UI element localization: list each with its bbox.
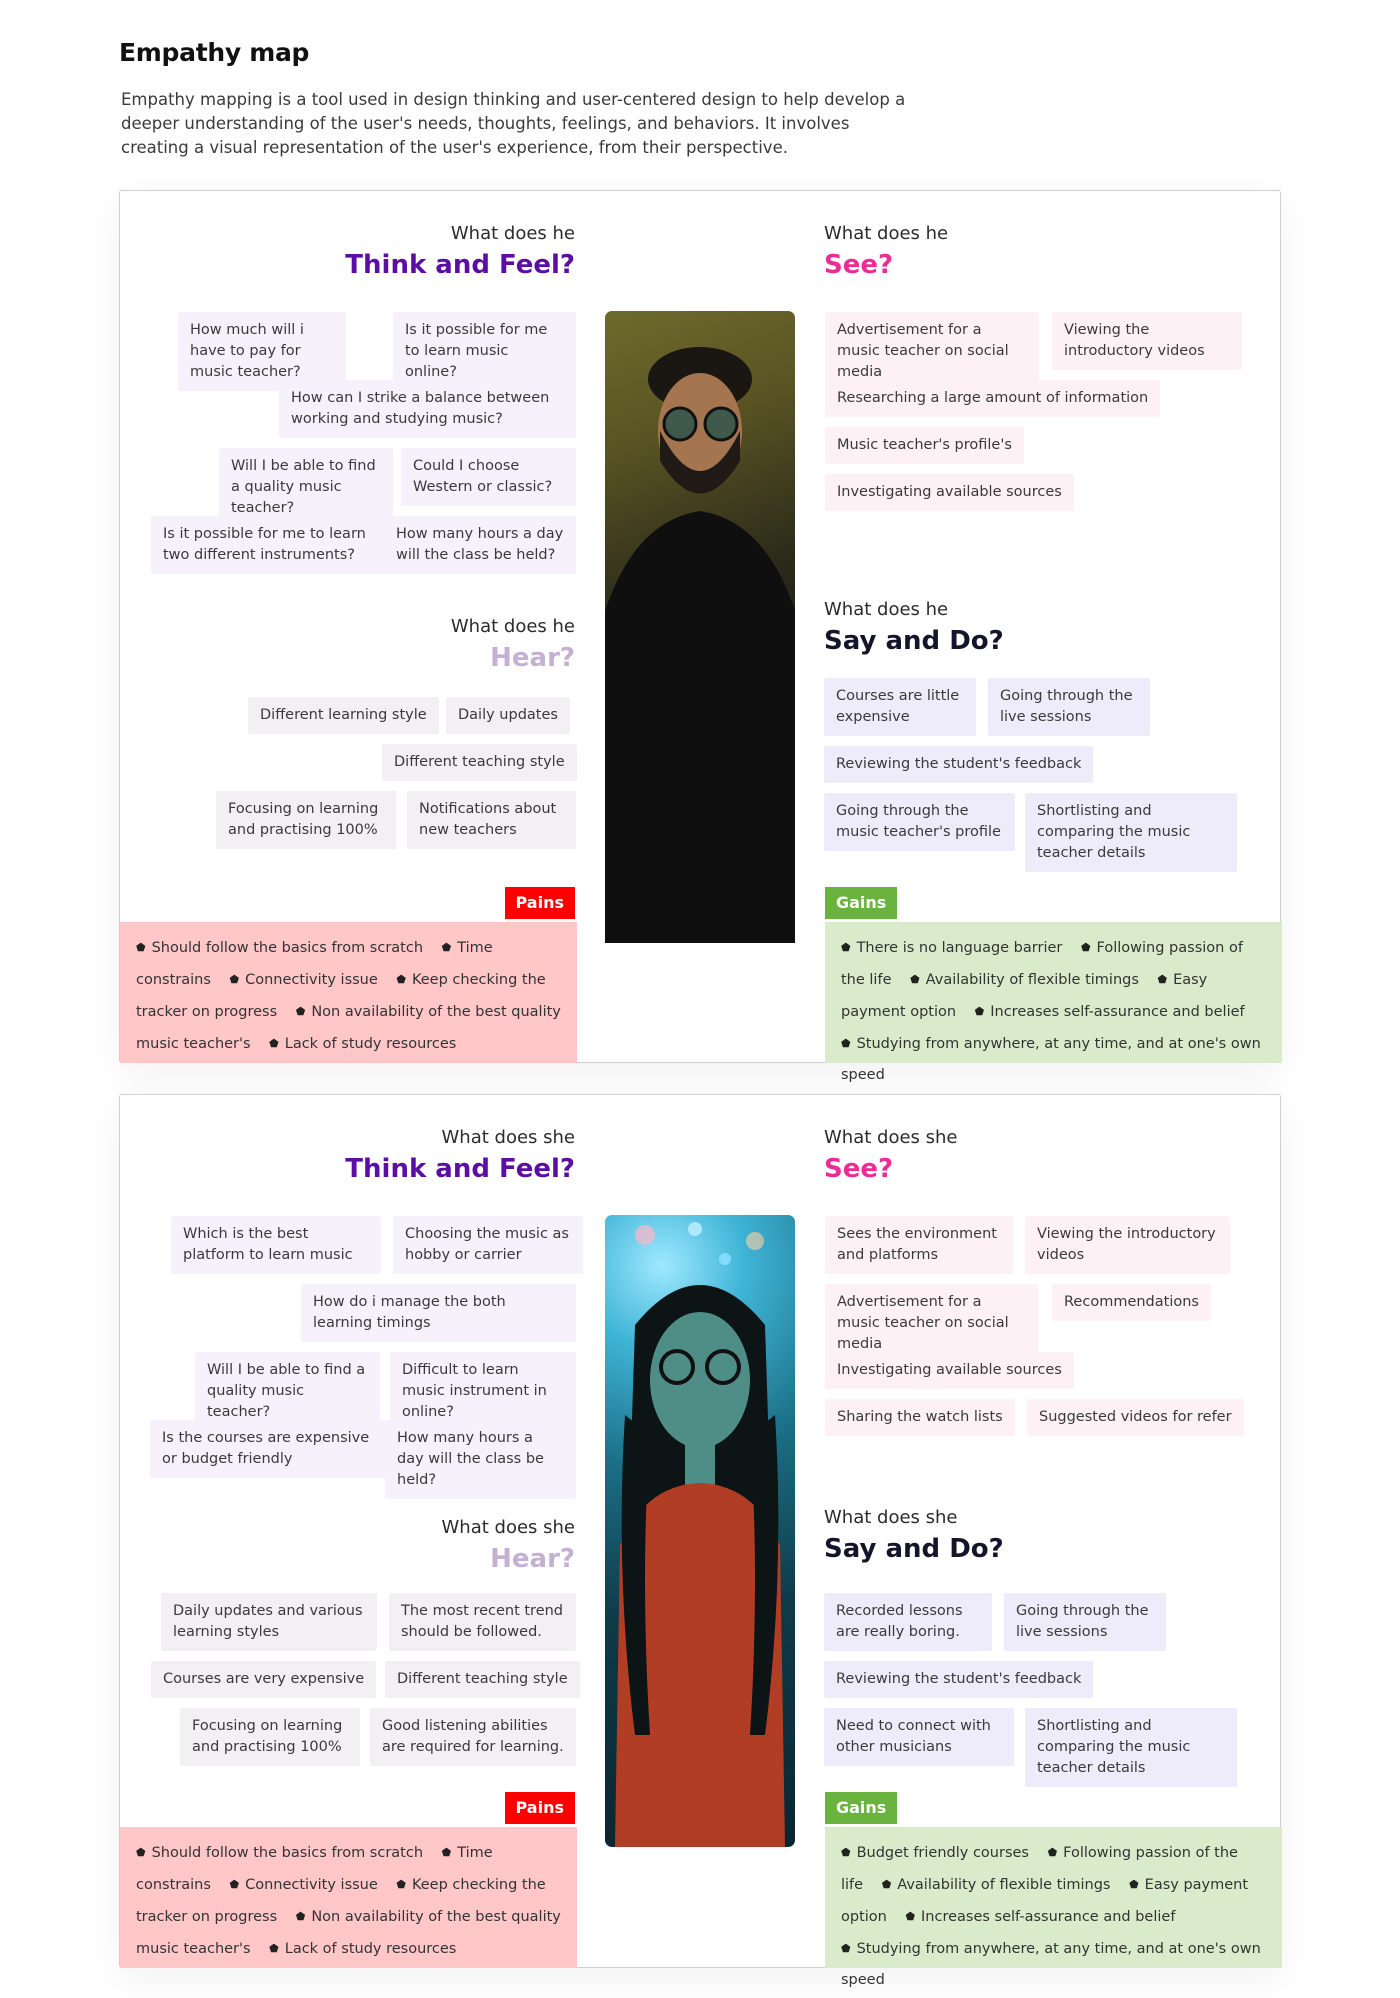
say-item: Going through the music teacher's profile [824,793,1015,851]
gains-item: ⬟ Budget friendly courses [841,1845,1029,1861]
hear-item: Different teaching style [382,744,577,781]
see-title: See? [824,250,894,280]
think-item: How can I strike a balance between working and studying music? [279,380,576,438]
page-description: Empathy mapping is a tool used in design thinking and user-centered design to help develop a deeper understanding of the user's needs, thoughts, feelings, and behaviors. It involves creating a visual representation of the user's experience, from their perspective. [121,90,906,157]
see-item: Investigating available sources [825,1352,1074,1389]
hear-item: Notifications about new teachers [407,791,576,849]
gains-panel [825,922,1282,1083]
think-item: How much will i have to pay for music teacher? [178,312,346,391]
gains-item: ⬟ Following passion of the life [841,940,1243,988]
pains-item: ⬟ Non availability of the best quality music teacher's [136,1004,561,1052]
see-item: Researching a large amount of information [825,380,1160,417]
hear-item: Courses are very expensive [151,1661,376,1698]
hear-item: Daily updates and various learning styles [161,1593,377,1651]
think-item: Is it possible for me to learn two different instruments? [151,516,387,574]
pains-item: ⬟ Keep checking the tracker on progress [136,1877,546,1925]
pains-panel [120,922,577,1063]
think-title: Think and Feel? [345,1154,575,1184]
think-prefix: What does she [441,1127,575,1148]
say-prefix: What does she [824,1507,958,1528]
see-item: Viewing the introductory videos [1025,1216,1230,1274]
pains-item: ⬟ Non availability of the best quality music teacher's [136,1909,561,1957]
see-item: Suggested videos for refer [1027,1399,1244,1436]
say-item: Going through the live sessions [988,678,1150,736]
think-item: Will I be able to find a quality music teacher? [219,448,393,527]
say-do-heading [824,599,1004,658]
think-item: Difficult to learn music instrument in online? [390,1352,576,1431]
see-item: Advertisement for a music teacher on social media [825,1284,1038,1363]
think-item: Is the courses are expensive or budget friendly [150,1420,390,1478]
pains-badge: Pains [505,887,576,919]
empathy-map-card-he [119,190,1281,1083]
hear-item: Different teaching style [385,1661,580,1698]
hear-item: Different learning style [248,697,439,734]
see-item: Recommendations [1052,1284,1211,1321]
see-item: Sees the environment and platforms [825,1216,1013,1274]
woman-portrait-photo [605,1215,795,1847]
see-title: See? [824,1154,894,1184]
see-item: Music teacher's profile's [825,427,1024,464]
hear-prefix: What does she [441,1517,575,1538]
see-item: Sharing the watch lists [825,1399,1015,1436]
see-heading [824,223,948,282]
portrait-illustration [605,311,795,943]
think-feel-heading [345,1127,575,1186]
hear-heading [442,1517,576,1576]
pains-item: ⬟ Lack of study resources [269,1036,456,1052]
hear-item: Daily updates [446,697,570,734]
say-do-heading [824,1507,1004,1566]
see-heading [824,1127,958,1186]
say-item: Reviewing the student's feedback [824,1661,1093,1698]
gains-item: ⬟ There is no language barrier [841,940,1062,956]
think-item: How do i manage the both learning timings [301,1284,576,1342]
say-title: Say and Do? [824,626,1004,656]
think-item: Could I choose Western or classic? [401,448,576,506]
say-item: Courses are little expensive [824,678,976,736]
think-item: How many hours a day will the class be held? [385,1420,576,1499]
gains-item: ⬟ Availability of flexible timings [882,1877,1111,1893]
pains-item: ⬟ Should follow the basics from scratch [136,940,423,956]
think-prefix: What does he [450,223,575,244]
portrait-illustration [605,1215,795,1847]
pains-item: ⬟ Lack of study resources [269,1941,456,1957]
man-portrait-photo [605,311,795,943]
hear-item: Focusing on learning and practising 100% [216,791,396,849]
hear-title: Hear? [490,643,575,673]
hear-item: The most recent trend should be followed. [389,1593,576,1651]
gains-item: ⬟ Easy payment option [841,1877,1248,1925]
pains-badge: Pains [505,1792,576,1824]
pains-panel [120,1827,577,1968]
say-item: Going through the live sessions [1004,1593,1166,1651]
hear-prefix: What does he [450,616,575,637]
pains-item: ⬟ Time constrains [136,940,493,988]
think-item: Which is the best platform to learn music [171,1216,381,1274]
gains-item: ⬟ Increases self-assurance and belief [905,1909,1175,1925]
think-item: Will I be able to find a quality music teacher? [195,1352,380,1431]
gains-item: ⬟ Studying from anywhere, at any time, and at one's own speed [841,1941,1261,1988]
pains-item: ⬟ Should follow the basics from scratch [136,1845,423,1861]
see-prefix: What does he [824,223,949,244]
hear-item: Focusing on learning and practising 100% [180,1708,360,1766]
say-item: Recorded lessons are really boring. [824,1593,992,1651]
gains-item: ⬟ Easy payment option [841,972,1207,1020]
hear-title: Hear? [490,1544,575,1574]
see-prefix: What does she [824,1127,958,1148]
think-item: Choosing the music as hobby or carrier [393,1216,583,1274]
say-item: Shortlisting and comparing the music teacher details [1025,1708,1237,1787]
gains-panel [825,1827,1282,1988]
pains-item: ⬟ Connectivity issue [230,972,378,988]
pains-item: ⬟ Keep checking the tracker on progress [136,972,546,1020]
empathy-map-card-she [119,1094,1281,1988]
see-item: Investigating available sources [825,474,1074,511]
say-prefix: What does he [824,599,949,620]
think-item: Is it possible for me to learn music online? [393,312,576,391]
see-item: Viewing the introductory videos [1052,312,1242,370]
say-title: Say and Do? [824,1534,1004,1564]
hear-heading [451,616,575,675]
pains-item: ⬟ Time constrains [136,1845,493,1893]
think-item: How many hours a day will the class be held? [384,516,576,574]
gains-item: ⬟ Following passion of the life [841,1845,1238,1893]
say-item: Need to connect with other musicians [824,1708,1014,1766]
hear-item: Good listening abilities are required for learning. [370,1708,576,1766]
pains-item: ⬟ Connectivity issue [230,1877,378,1893]
think-feel-heading [345,223,575,282]
gains-badge: Gains [825,1792,897,1824]
page-title: Empathy map [119,38,310,67]
say-item: Reviewing the student's feedback [824,746,1093,783]
say-item: Shortlisting and comparing the music teacher details [1025,793,1237,872]
gains-badge: Gains [825,887,897,919]
gains-item: ⬟ Availability of flexible timings [910,972,1139,988]
gains-item: ⬟ Studying from anywhere, at any time, and at one's own speed [841,1036,1261,1083]
gains-item: ⬟ Increases self-assurance and belief [975,1004,1245,1020]
see-item: Advertisement for a music teacher on social media [825,312,1039,391]
think-title: Think and Feel? [345,250,575,280]
